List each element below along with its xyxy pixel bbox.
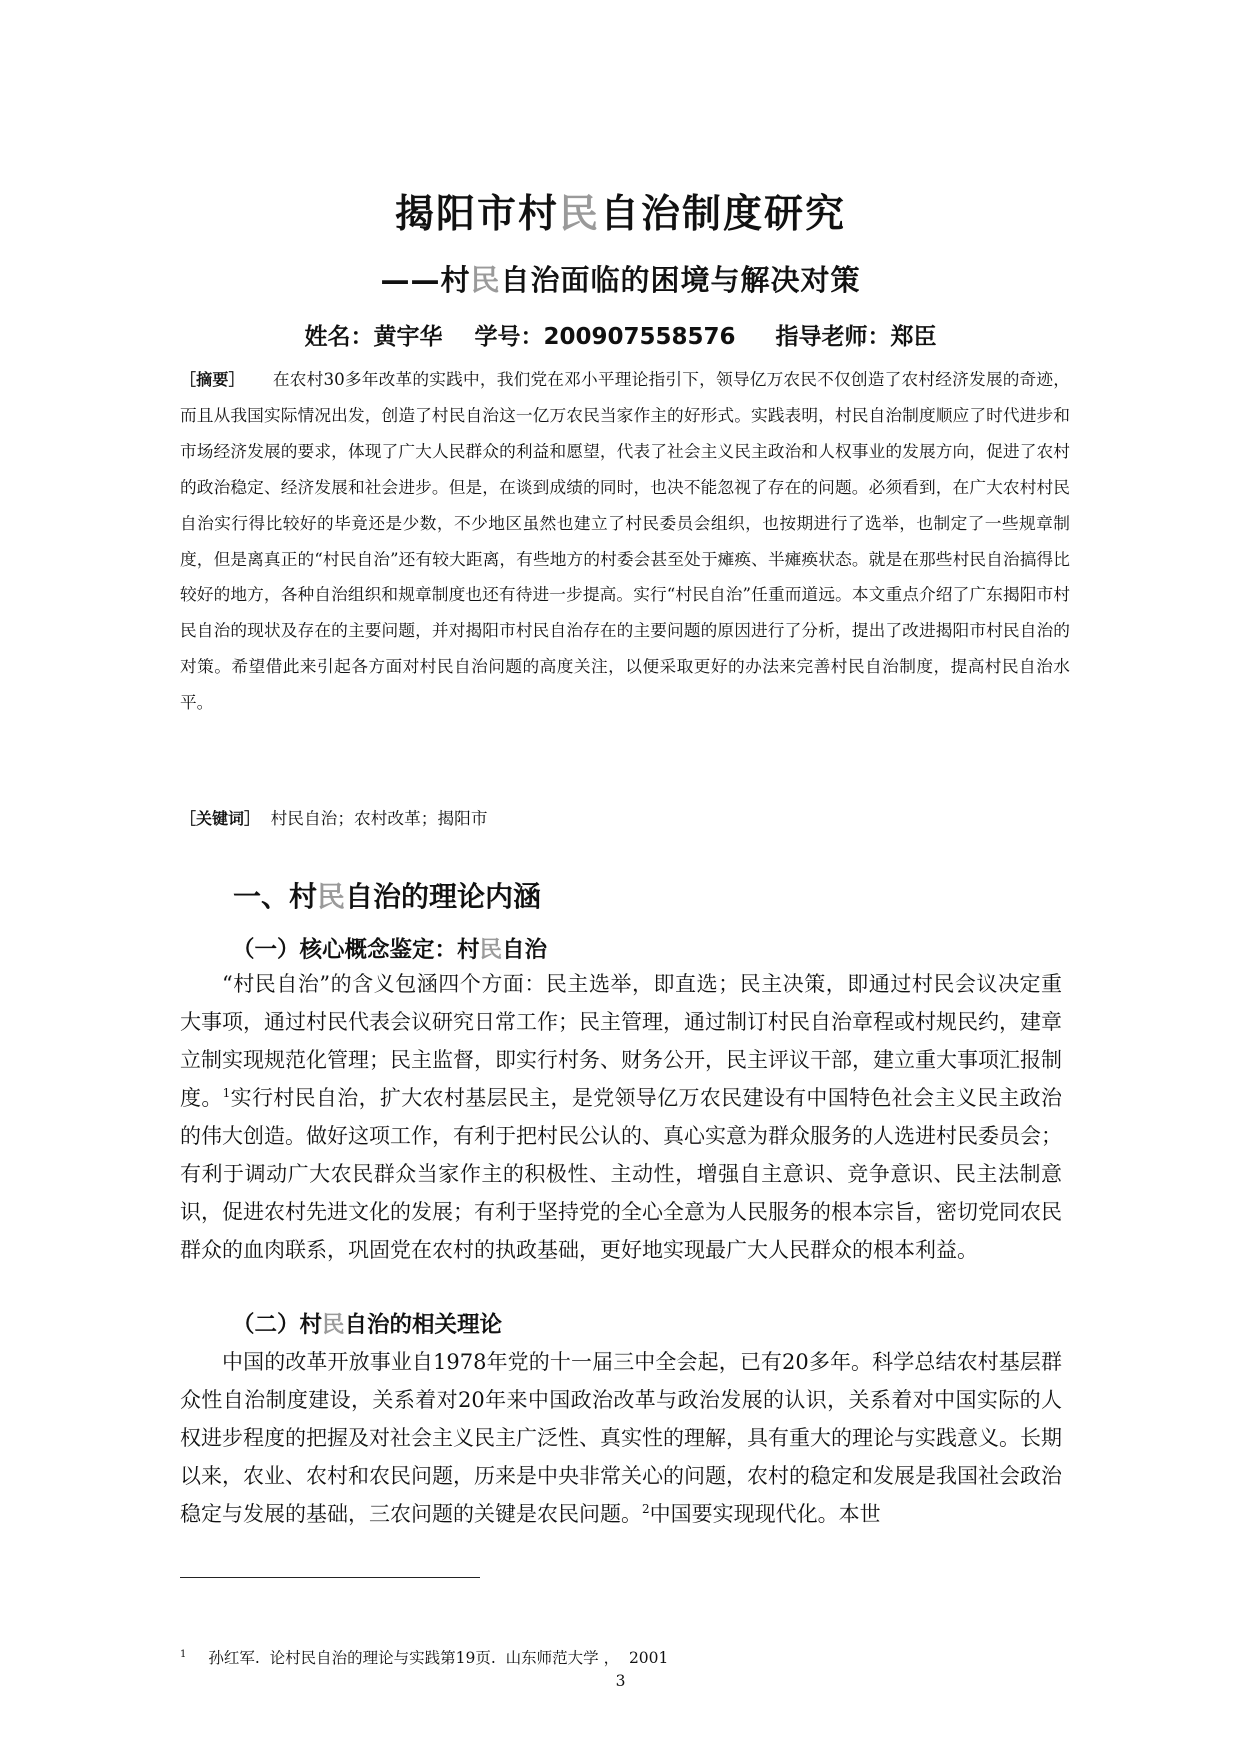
highlighted-char: 民 (322, 1312, 345, 1338)
highlighted-char: 民 (479, 937, 503, 963)
abstract-label: ［摘要］ (180, 370, 245, 389)
highlighted-char: 民 (317, 880, 346, 913)
keywords-text: 村民自治；农村改革；揭阳市 (260, 808, 488, 828)
footnote-text: 孙红军. 论村民自治的理论与实践第19页. 山东师范大学 ， 2001 (208, 1649, 669, 1667)
subsection-heading-1: （一）核心概念鉴定：村民自治 (232, 937, 548, 963)
footnote-reference[interactable]: 1 (222, 1086, 231, 1100)
section-heading: 一、村民自治的理论内涵 (233, 880, 542, 913)
highlighted-char: 民 (558, 192, 600, 237)
body-paragraph-2: 中国的改革开放事业自1978年党的十一届三中全会起，已有20多年。科学总结农村基层群众性自治制度建设，关系着对20年来中国政治改革与政治发展的认识，关系着对中国实际的人权进步程度的把握及对社会主义民主广泛性、真实性的理解，具有重大的理论与实践意义。长期以来，农业、农村和农民问题，历来是中央非常关心的问题，农村的稳定和发展是我国社会政治稳定与发展的基础，三农问题的关键是农民问题。$^2$中国要实现现代化。本世 (180, 1350, 1062, 1526)
footnote (180, 1646, 668, 1668)
footnote-mark: 1 (180, 1648, 187, 1660)
keywords (180, 805, 488, 829)
subsection-heading-2: （二）村民自治的相关理论 (232, 1312, 503, 1338)
page-number: 3 (615, 1672, 626, 1690)
keywords-label: ［关键词］ (180, 809, 261, 828)
highlighted-char: 民 (470, 263, 501, 297)
footnote-divider (180, 1577, 480, 1578)
author-byline: 姓名：黄宇华 学号：200907558576 指导老师：郑臣 (304, 324, 937, 350)
abstract (180, 362, 1070, 721)
document-title: 揭阳市村民自治制度研究 (394, 192, 847, 237)
body-paragraph-1: “村民自治”的含义包涵四个方面：民主选举，即直选；民主决策，即通过村民会议决定重大事项，通过村民代表会议研究日常工作；民主管理，通过制订村民自治章程或村规民约，建章立制实现规范化管理；民主监督，即实行村务、财务公开，民主评议干部，建立重大事项汇报制度。$^1$实行村民自治，扩大农村基层民主，是党领导亿万农民建设有中国特色社会主义民主政治的伟大创造。做好这项工作，有利于把村民公认的、真心实意为群众服务的人选进村民委员会；有利于调动广大农民群众当家作主的积极性、主动性，增强自主意识、竞争意识、民主法制意识，促进农村先进文化的发展；有利于坚持党的全心全意为人民服务的根本宗旨，密切党同农民群众的血肉联系，巩固党在农村的执政基础，更好地实现最广大人民群众的根本利益。 (180, 972, 1063, 1262)
document-subtitle: ——村民自治面临的困境与解决对策 (380, 263, 861, 297)
abstract-text: 在农村30多年改革的实践中，我们党在邓小平理论指引下，领导亿万农民不仅创造了农村经济发展的奇迹，而且从我国实际情况出发，创造了村民自治这一亿万农民当家作主的好形式。实践表明，村民自治制度顺应了时代进步和市场经济发展的要求，体现了广大人民群众的利益和愿望，代表了社会主义民主政治和人权事业的发展方向，促进了农村的政治稳定、经济发展和社会进步。但是，在谈到成绩的同时，也决不能忽视了存在的问题。必须看到，在广大农村村民自治实行得比较好的毕竟还是少数，不少地区虽然也建立了村民委员会组织，也按期进行了选举，也制定了一些规章制度，但是离真正的“村民自治”还有较大距离，有些地方的村委会甚至处于瘫痪、半瘫痪状态。就是在那些村民自治搞得比较好的地方，各种自治组织和规章制度也还有待进一步提高。实行“村民自治”任重而道远。本文重点介绍了广东揭阳市村民自治的现状及存在的主要问题，并对揭阳市村民自治存在的主要问题的原因进行了分析，提出了改进揭阳市村民自治的对策。希望借此来引起各方面对村民自治问题的高度关注，以便采取更好的办法来完善村民自治制度，提高村民自治水平。 (180, 369, 1070, 713)
footnote-reference[interactable]: 2 (642, 1502, 650, 1516)
